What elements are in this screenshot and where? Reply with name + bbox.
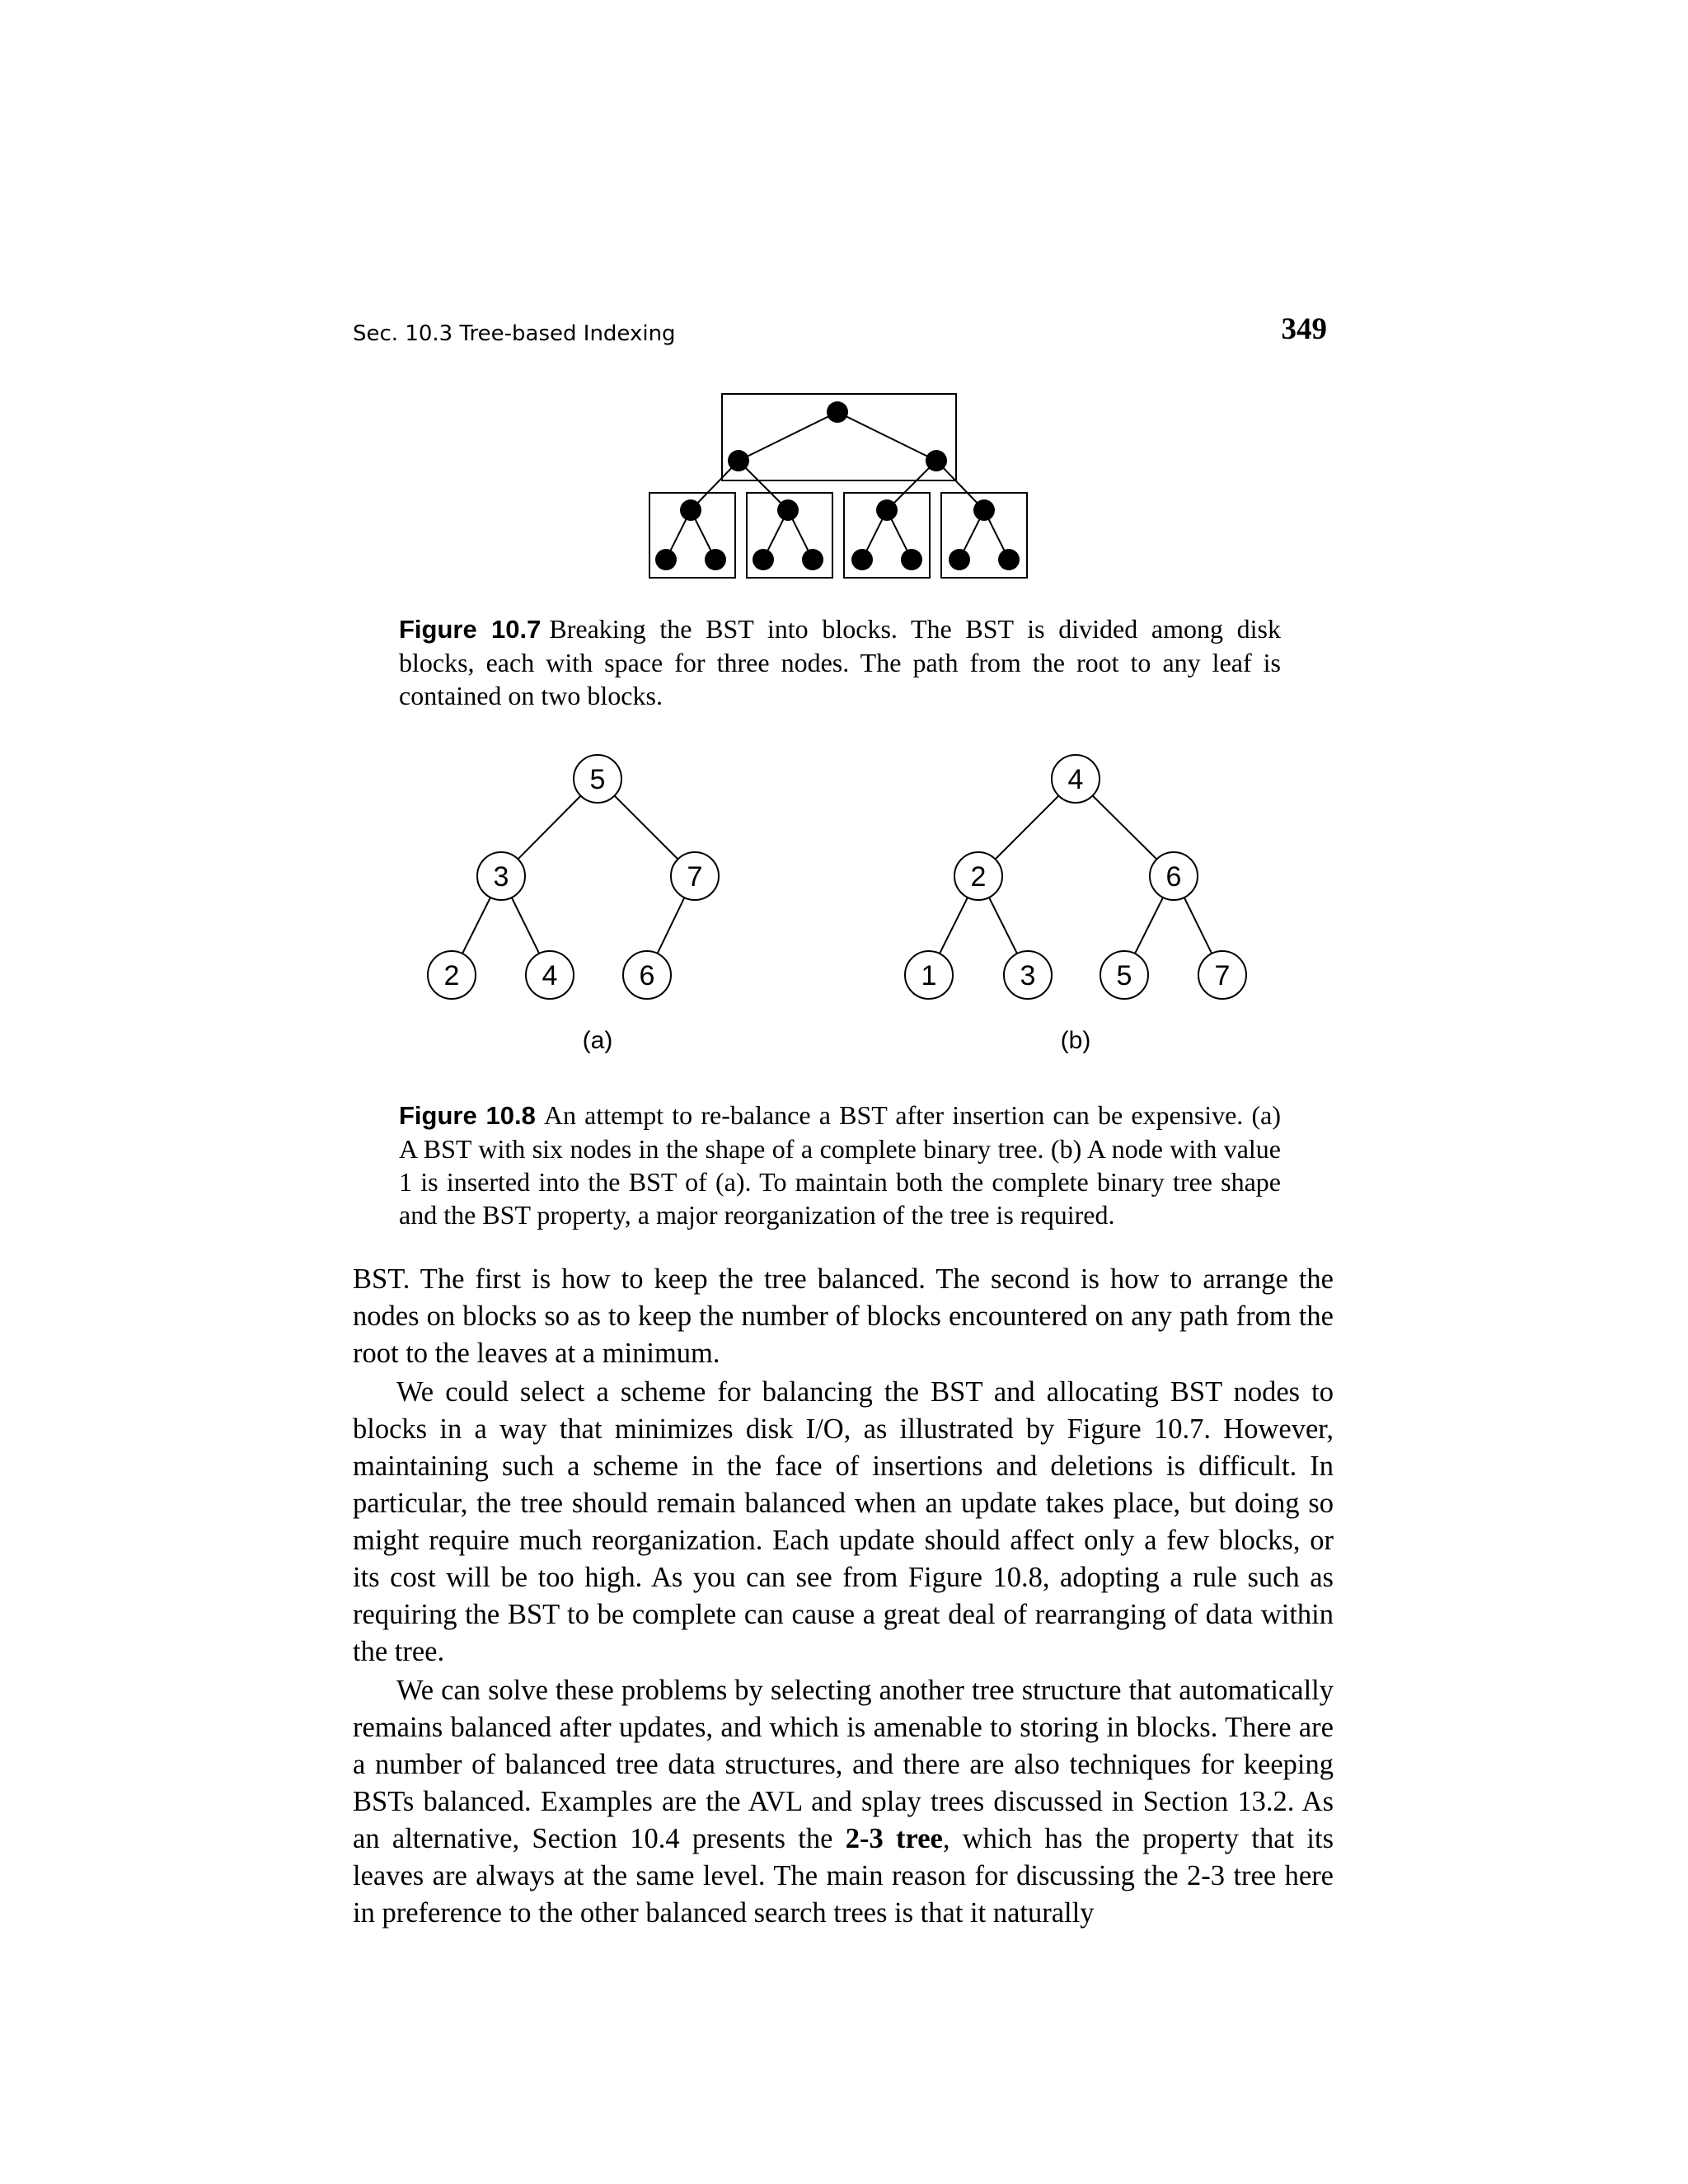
paragraph-3 <box>353 1672 1334 1932</box>
tree-a-label-5: 5 <box>589 764 606 795</box>
term-2-3-tree: 2-3 tree <box>845 1823 943 1854</box>
node-dot <box>998 549 1020 570</box>
tree-b-label-3: 3 <box>1020 960 1036 991</box>
paragraph-1: BST. The first is how to keep the tree balanced. The second is how to arrange the nodes on blocks so as to keep the number of blocks encountered on any path from the root to the leaves at a minimum. <box>353 1263 1334 1369</box>
tree-b-label-7: 7 <box>1214 960 1231 991</box>
node-dot <box>901 549 922 570</box>
tree-a-label-2: 2 <box>443 960 460 991</box>
paragraph-3-start: We can solve these problems by selecting another tree structure that automatically remains balanced after updates, and which is amenable to storing in blocks. There are a number of balanced tree data structures, and there are also techniques for keeping BSTs balanced. Examples are the AVL and splay trees discussed in Section 13.2. As an alternative, Section 10.4 presents the <box>353 1675 1334 1854</box>
tree-b-sublabel: (b) <box>1060 1027 1091 1054</box>
node-dot <box>827 401 848 423</box>
node-dot <box>926 450 947 471</box>
node-dot <box>705 549 726 570</box>
node-dot <box>777 499 799 521</box>
figure-10-7-caption-label: Figure 10.7 <box>399 615 542 644</box>
figure-10-7-caption-text: Breaking the BST into blocks. The BST is divided among disk blocks, each with space for three nodes. The path from the root to any leaf is contained on two blocks. <box>399 614 1281 710</box>
node-dot <box>655 549 677 570</box>
tree-a-label-4: 4 <box>542 960 558 991</box>
tree-b-label-5: 5 <box>1116 960 1132 991</box>
paragraph-2: We could select a scheme for balancing the BST and allocating BST nodes to blocks in a way that minimizes disk I/O, as illustrated by Figure 10.7. However, maintaining such a scheme in the face of insertions and deletions is difficult. In particular, the tree should remain balanced when an update takes place, but doing so might require much reorganization. Each update should affect only a few blocks, or its cost will be too high. As you can see from Figure 10.8, adopting a rule such as requiring the BST to be complete can cause a great deal of rearranging of data within the tree. <box>353 1376 1334 1667</box>
figure-10-7-caption <box>399 612 1281 712</box>
figure-10-8-caption-label: Figure 10.8 <box>399 1101 536 1130</box>
node-dot <box>851 549 873 570</box>
node-dot <box>973 499 995 521</box>
figure-10-8-caption-text: An attempt to re-balance a BST after insertion can be expensive. (a) A BST with six nodes in the shape of a complete binary tree. (b) A node with value 1 is inserted into the BST of (a). To maintain both the complete binary tree shape and the BST property, a major reorganization of the tree is required. <box>399 1100 1281 1230</box>
figure-10-8-caption <box>399 1099 1281 1231</box>
node-dot <box>876 499 898 521</box>
tree-a-label-6: 6 <box>639 960 655 991</box>
node-dot <box>753 549 774 570</box>
tree-a-nodes <box>428 755 719 999</box>
node-dot <box>680 499 701 521</box>
node-dot <box>949 549 970 570</box>
figure-10-7-nodes <box>655 401 1020 570</box>
page-number: 349 <box>1281 312 1327 346</box>
tree-a-sublabel: (a) <box>582 1027 613 1054</box>
body-text <box>353 1261 1334 1933</box>
paragraph-3-end: , which has the property that its leaves are always at the same level. The main reason for discussing the 2-3 tree here in preference to the other balanced search trees is that it naturally <box>353 1823 1334 1929</box>
tree-b-label-4: 4 <box>1067 764 1084 795</box>
tree-b-label-1: 1 <box>921 960 937 991</box>
running-head: Sec. 10.3 Tree-based Indexing <box>353 321 676 346</box>
tree-b-label-2: 2 <box>970 861 987 893</box>
tree-a-label-3: 3 <box>493 861 509 893</box>
node-dot <box>802 549 823 570</box>
tree-a-label-7: 7 <box>687 861 703 893</box>
node-dot <box>728 450 749 471</box>
tree-b-label-6: 6 <box>1165 861 1182 893</box>
